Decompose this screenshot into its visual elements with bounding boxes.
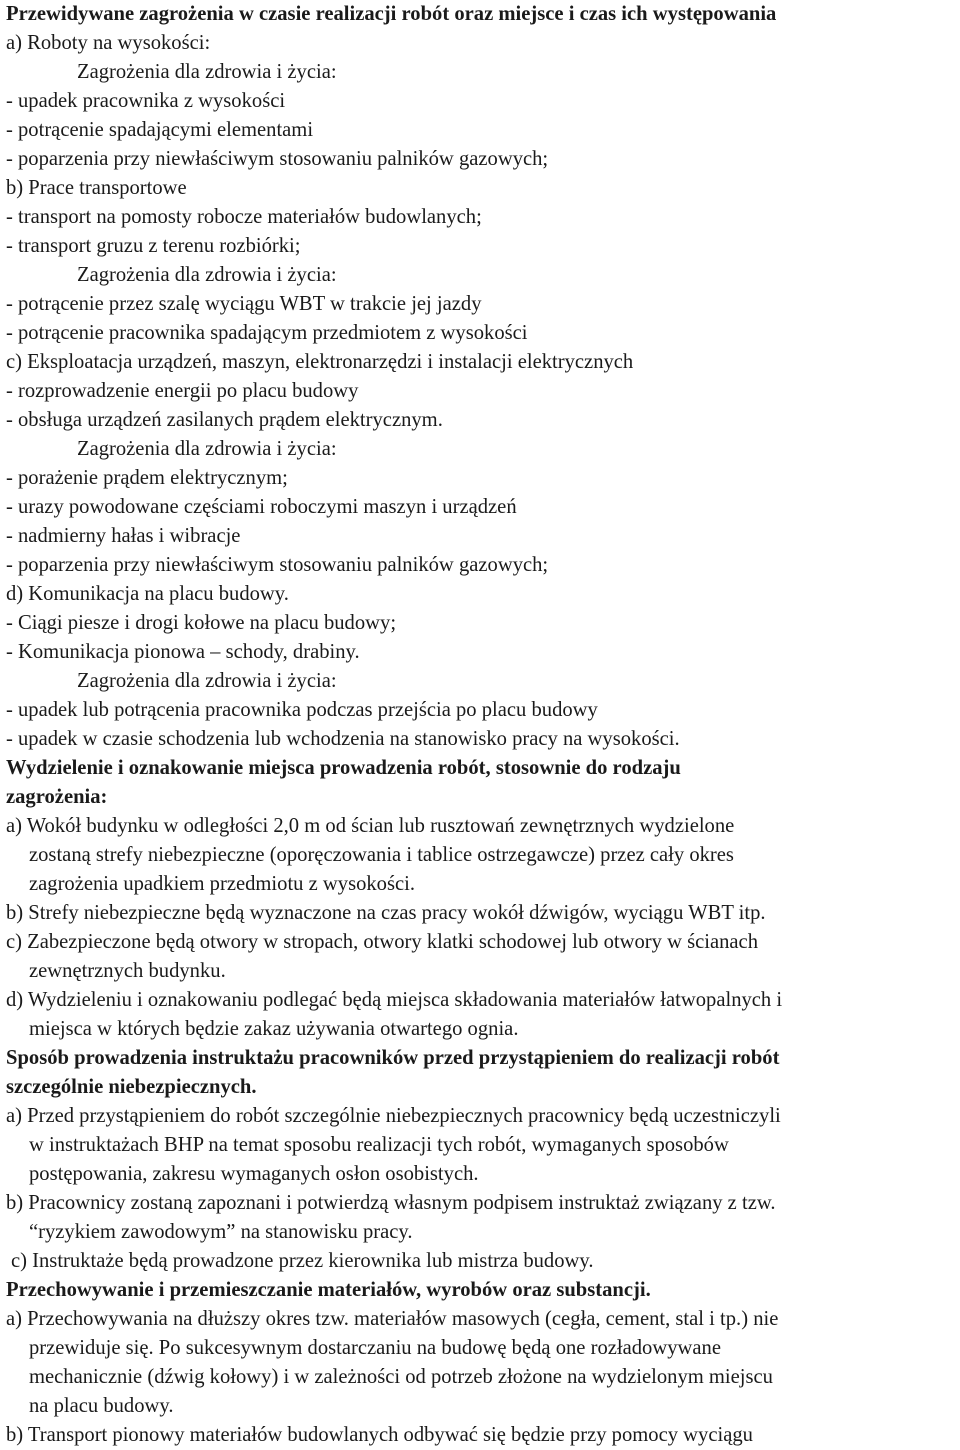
text-line: c) Zabezpieczone będą otwory w stropach, otwory klatki schodowej lub otwory w ścianach xyxy=(6,931,758,953)
text-line: zewnętrznych budynku. xyxy=(29,960,226,982)
text-line: b) Transport pionowy materiałów budowlanych odbywać się będzie przy pomocy wyciągu xyxy=(6,1424,753,1446)
text-line: Zagrożenia dla zdrowia i życia: xyxy=(77,264,337,286)
text-line: - potrącenie przez szalę wyciągu WBT w trakcie jej jazdy xyxy=(6,293,482,315)
section-heading-line: Przewidywane zagrożenia w czasie realizacji robót oraz miejsce i czas ich występowania xyxy=(6,3,777,25)
text-line: d) Wydzieleniu i oznakowaniu podlegać będą miejsca składowania materiałów łatwopalnych i xyxy=(6,989,783,1011)
text-line: - transport na pomosty robocze materiałów budowlanych; xyxy=(6,206,482,228)
section-heading-line: szczególnie niebezpiecznych. xyxy=(6,1076,257,1098)
text-line: - Ciągi piesze i drogi kołowe na placu budowy; xyxy=(6,612,397,634)
text-line: zagrożenia upadkiem przedmiotu z wysokości. xyxy=(29,873,416,895)
text-line: - urazy powodowane częściami roboczymi maszyn i urządzeń xyxy=(6,496,517,518)
text-line: a) Przed przystąpieniem do robót szczególnie niebezpiecznych pracownicy będą uczestniczyli xyxy=(6,1105,781,1127)
text-line: a) Roboty na wysokości: xyxy=(6,32,211,54)
text-line: c) Eksploatacja urządzeń, maszyn, elektronarzędzi i instalacji elektrycznych xyxy=(6,351,634,373)
text-line: - poparzenia przy niewłaściwym stosowaniu palników gazowych; xyxy=(6,148,549,170)
text-line: d) Komunikacja na placu budowy. xyxy=(6,583,289,605)
text-line: - transport gruzu z terenu rozbiórki; xyxy=(6,235,301,257)
section-heading-line: Przechowywanie i przemieszczanie materiałów, wyrobów oraz substancji. xyxy=(6,1279,651,1301)
section-heading-line: Wydzielenie i oznakowanie miejsca prowadzenia robót, stosownie do rodzaju xyxy=(6,757,681,779)
text-line: Zagrożenia dla zdrowia i życia: xyxy=(77,61,337,83)
text-line: mechanicznie (dźwig kołowy) i w zależności od potrzeb złożone na wydzielonym miejscu xyxy=(29,1366,773,1388)
text-line: Zagrożenia dla zdrowia i życia: xyxy=(77,670,337,692)
text-line: Zagrożenia dla zdrowia i życia: xyxy=(77,438,337,460)
text-line: - poparzenia przy niewłaściwym stosowaniu palników gazowych; xyxy=(6,554,549,576)
section-heading-line: zagrożenia: xyxy=(6,786,108,808)
text-line: b) Strefy niebezpieczne będą wyznaczone na czas pracy wokół dźwigów, wyciągu WBT itp. xyxy=(6,902,766,924)
text-line: - upadek w czasie schodzenia lub wchodzenia na stanowisko pracy na wysokości. xyxy=(6,728,680,750)
text-line: “ryzykiem zawodowym” na stanowisku pracy. xyxy=(29,1221,413,1243)
text-line: przewiduje się. Po sukcesywnym dostarczaniu na budowę będą one rozładowywane xyxy=(29,1337,721,1359)
text-line: w instruktażach BHP na temat sposobu realizacji tych robót, wymaganych sposobów xyxy=(29,1134,729,1156)
text-line: - upadek lub potrącenia pracownika podczas przejścia po placu budowy xyxy=(6,699,598,721)
text-line: - potrącenie spadającymi elementami xyxy=(6,119,314,141)
section-heading-line: Sposób prowadzenia instruktażu pracowników przed przystąpieniem do realizacji robót xyxy=(6,1047,780,1069)
text-line: - obsługa urządzeń zasilanych prądem elektrycznym. xyxy=(6,409,443,431)
text-line: - potrącenie pracownika spadającym przedmiotem z wysokości xyxy=(6,322,528,344)
text-line: - upadek pracownika z wysokości xyxy=(6,90,286,112)
text-line: postępowania, zakresu wymaganych osłon osobistych. xyxy=(29,1163,479,1185)
text-line: a) Wokół budynku w odległości 2,0 m od ścian lub rusztowań zewnętrznych wydzielone xyxy=(6,815,735,837)
text-line: b) Prace transportowe xyxy=(6,177,187,199)
text-line: - nadmierny hałas i wibracje xyxy=(6,525,241,547)
text-line: zostaną strefy niebezpieczne (oporęczowania i tablice ostrzegawcze) przez cały okres xyxy=(29,844,734,866)
text-line: - rozprowadzenie energii po placu budowy xyxy=(6,380,359,402)
text-line: - Komunikacja pionowa – schody, drabiny. xyxy=(6,641,360,663)
text-line: miejsca w których będzie zakaz używania otwartego ognia. xyxy=(29,1018,519,1040)
text-line: a) Przechowywania na dłuższy okres tzw. materiałów masowych (cegła, cement, stal i tp.) nie xyxy=(6,1308,779,1330)
text-line: na placu budowy. xyxy=(29,1395,174,1417)
text-line: - porażenie prądem elektrycznym; xyxy=(6,467,288,489)
text-line: c) Instruktaże będą prowadzone przez kierownika lub mistrza budowy. xyxy=(11,1250,594,1272)
text-line: b) Pracownicy zostaną zapoznani i potwierdzą własnym podpisem instruktaż związany z tzw. xyxy=(6,1192,776,1214)
document-page xyxy=(6,0,960,1450)
